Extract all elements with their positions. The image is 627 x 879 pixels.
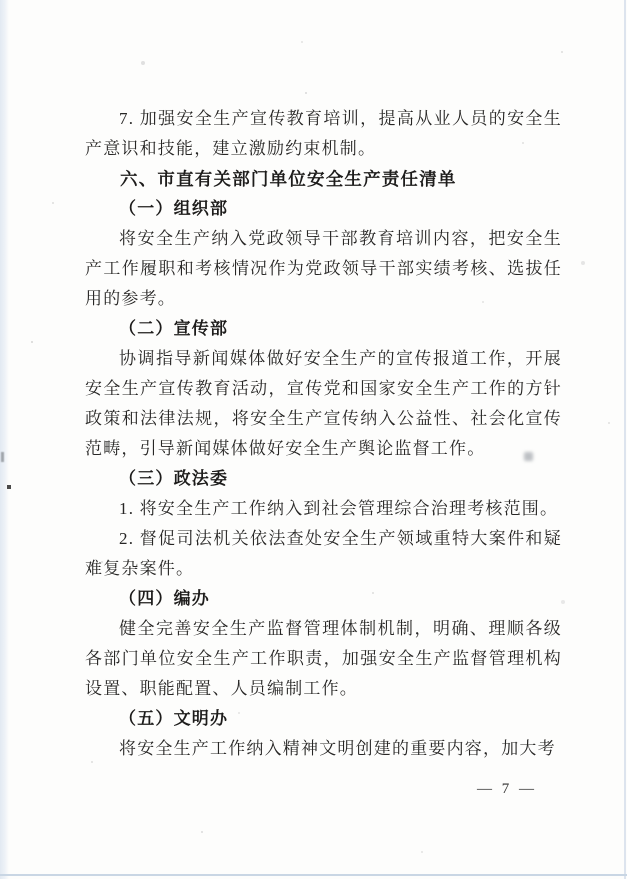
scan-edge-bottom	[0, 874, 627, 876]
subsection-heading: （一）组织部	[119, 199, 229, 218]
paragraph: 1. 将安全生产工作纳入到社会管理综合治理考核范围。	[119, 499, 559, 518]
paragraph: 健全完善安全生产监督管理体制机制，明确、理顺各级各部门单位安全生产工作职责，加强安全生产监督管理机构设置、职能配置、人员编制工作。	[85, 619, 562, 698]
subsection-heading: （五）文明办	[119, 709, 229, 728]
subsection-heading: （三）政法委	[119, 469, 229, 488]
scan-edge-right	[624, 0, 626, 879]
document-body	[85, 104, 562, 764]
subsection-heading: （四）编办	[119, 589, 210, 608]
paragraph: 2. 督促司法机关依法查处安全生产领域重特大案件和疑难复杂案件。	[85, 529, 562, 578]
page-number: — 7 —	[477, 781, 537, 797]
scan-mark	[7, 485, 11, 489]
scan-mark	[1, 452, 4, 462]
section-heading: 六、市直有关部门单位安全生产责任清单	[120, 169, 457, 189]
scan-edge-left	[0, 0, 9, 879]
subsection-heading: （二）宣传部	[119, 319, 229, 338]
paragraph: 协调指导新闻媒体做好安全生产的宣传报道工作，开展安全生产宣传教育活动，宣传党和国家安全生产工作的方针政策和法律法规，将安全生产宣传纳入公益性、社会化宣传范畴，引导新闻媒体做好安全生产舆论监督工作。	[85, 349, 562, 458]
paragraph: 7. 加强安全生产宣传教育培训，提高从业人员的安全生产意识和技能，建立激励约束机制。	[85, 109, 562, 158]
paragraph: 将安全生产工作纳入精神文明创建的重要内容，加大考	[119, 739, 556, 758]
paragraph: 将安全生产纳入党政领导干部教育培训内容，把安全生产工作履职和考核情况作为党政领导干部实绩考核、选拔任用的参考。	[85, 229, 562, 308]
scan-noise-speckles	[0, 0, 2, 2]
